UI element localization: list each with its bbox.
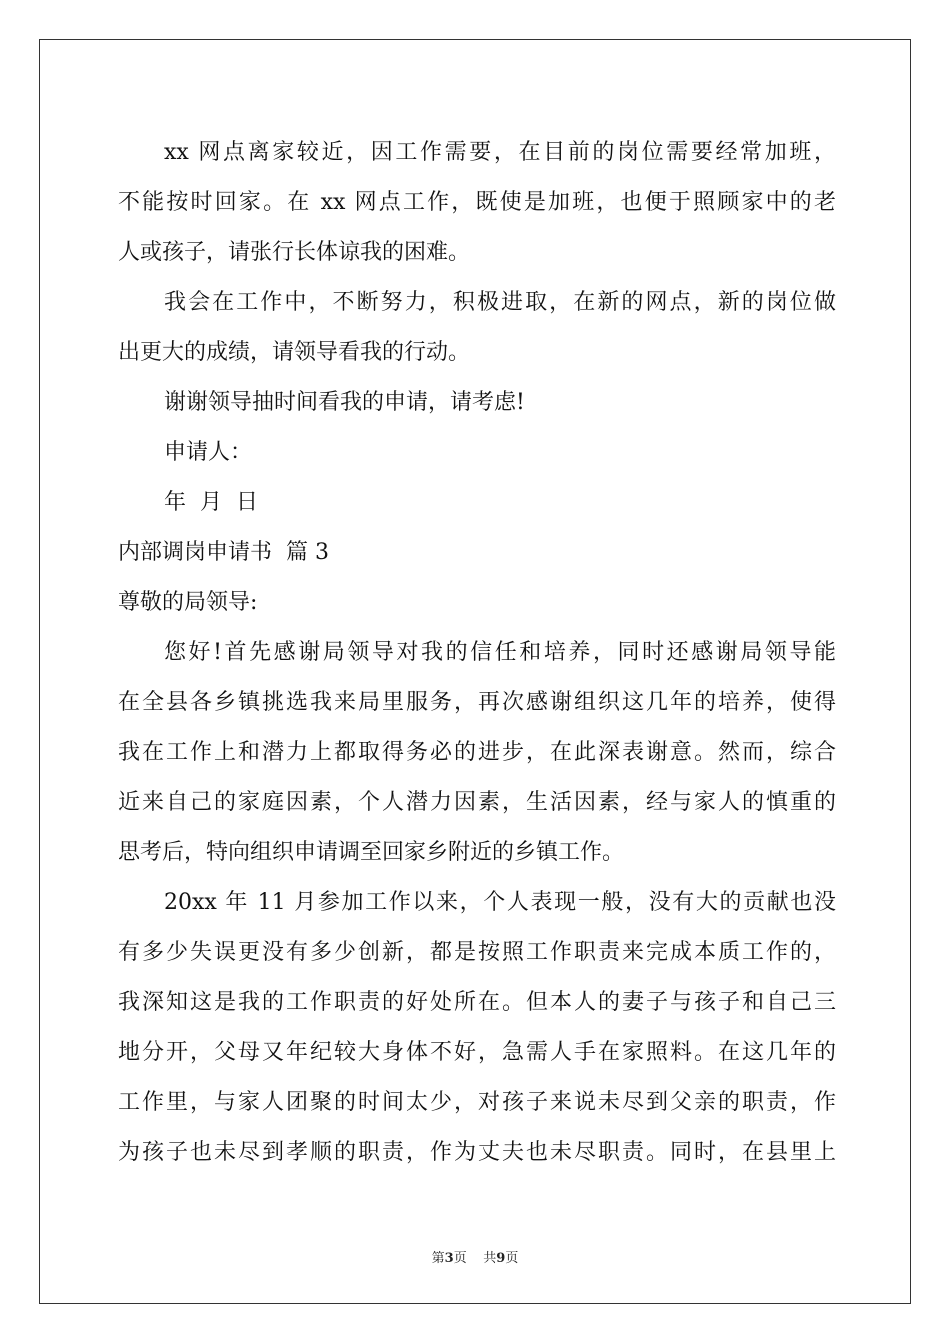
paragraph-line: 近来自己的家庭因素，个人潜力因素，生活因素，经与家人的慎重的 <box>118 790 836 815</box>
paragraph-line: 我会在工作中，不断努力，积极进取，在新的网点，新的岗位做 <box>164 290 836 315</box>
paragraph-line: 出更大的成绩，请领导看我的行动。 <box>118 340 471 365</box>
page-number: 3 <box>444 1251 454 1266</box>
total-pages: 9 <box>496 1251 506 1266</box>
paragraph-line: 有多少失误更没有多少创新，都是按照工作职责来完成本质工作的， <box>118 940 836 965</box>
paragraph-line: 我在工作上和潜力上都取得务必的进步，在此深表谢意。然而，综合 <box>118 740 836 765</box>
section-heading: 内部调岗申请书 篇 3 <box>118 540 329 565</box>
paragraph-line: 工作里，与家人团聚的时间太少，对孩子来说未尽到父亲的职责，作 <box>118 1090 836 1115</box>
paragraph-line: 思考后，特向组织申请调至回家乡附近的乡镇工作。 <box>118 840 625 865</box>
paragraph-line: 在全县各乡镇挑选我来局里服务，再次感谢组织这几年的培养，使得 <box>118 690 836 715</box>
page-footer <box>0 1247 950 1266</box>
page-prefix: 第 <box>431 1251 445 1266</box>
total-prefix: 共 <box>483 1251 497 1266</box>
total-suffix: 页 <box>505 1251 519 1266</box>
salutation: 尊敬的局领导: <box>118 590 258 615</box>
closing-thanks: 谢谢领导抽时间看我的申请，请考虑! <box>164 390 525 415</box>
paragraph-line: 人或孩子，请张行长体谅我的困难。 <box>118 240 471 265</box>
document-body <box>118 128 836 1178</box>
paragraph-line: 20xx 年 11 月参加工作以来，个人表现一般，没有大的贡献也没 <box>164 890 836 915</box>
date-line: 年 月 日 <box>164 490 258 515</box>
page-suffix: 页 <box>453 1251 467 1266</box>
paragraph-line: 不能按时回家。在 xx 网点工作，既使是加班，也便于照顾家中的老 <box>118 190 836 215</box>
paragraph-line: 为孩子也未尽到孝顺的职责，作为丈夫也未尽职责。同时，在县里上 <box>118 1140 836 1165</box>
paragraph-line: 地分开，父母又年纪较大身体不好，急需人手在家照料。在这几年的 <box>118 1040 836 1065</box>
applicant-label: 申请人： <box>164 440 253 465</box>
paragraph-line: xx 网点离家较近，因工作需要，在目前的岗位需要经常加班， <box>164 140 836 165</box>
paragraph-line: 我深知这是我的工作职责的好处所在。但本人的妻子与孩子和自己三 <box>118 990 836 1015</box>
paragraph-line: 您好!首先感谢局领导对我的信任和培养，同时还感谢局领导能 <box>164 640 836 665</box>
